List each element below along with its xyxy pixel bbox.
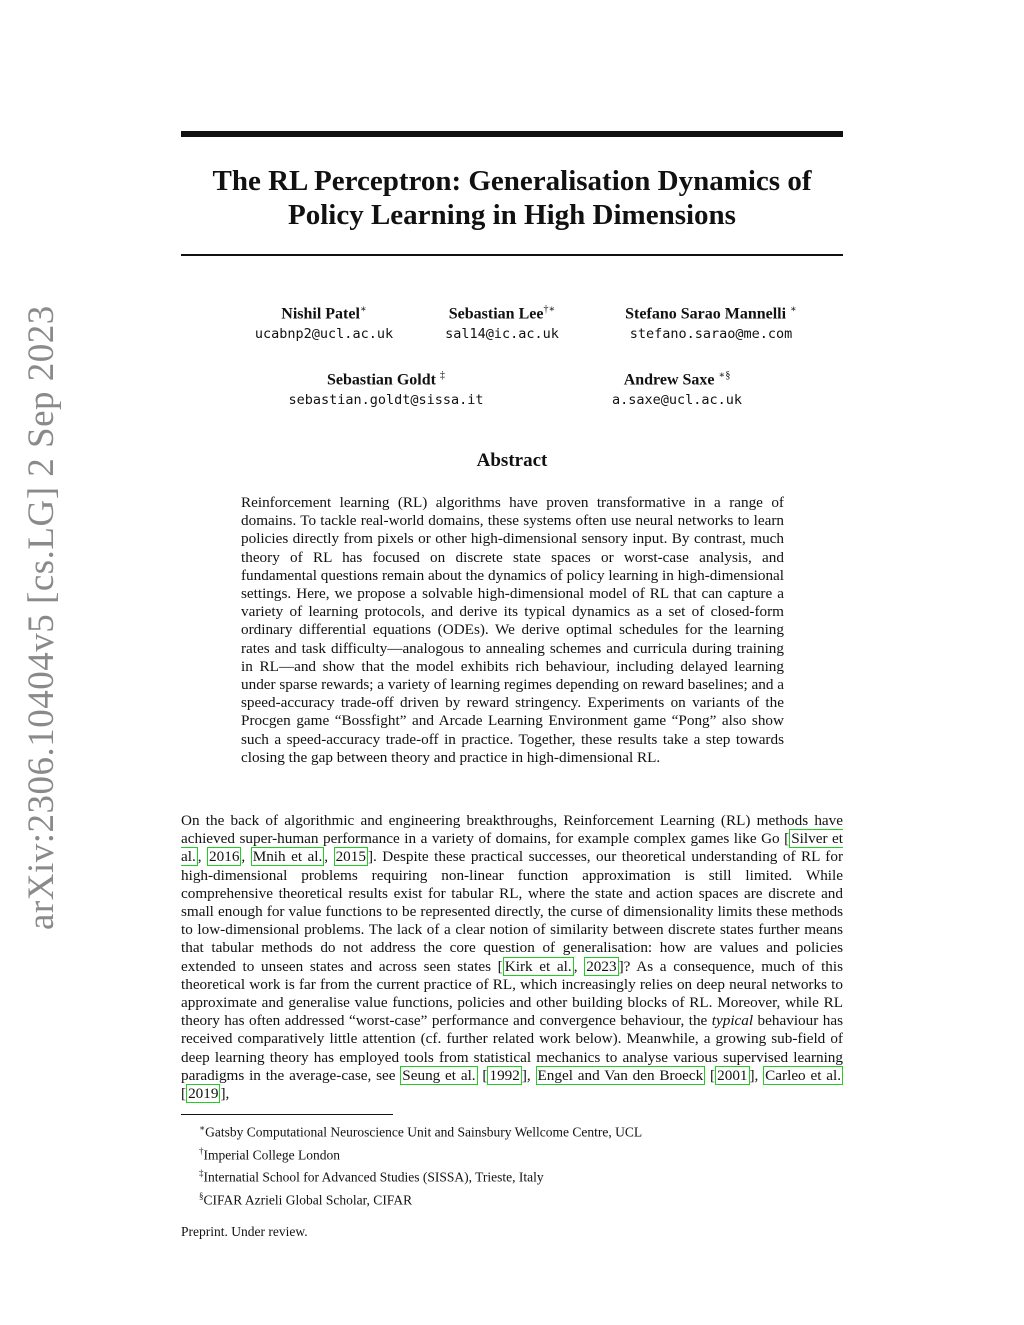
intro-text: ]? As a consequence, much of this theoretical work is far from the current practice of RL, which increasingly relies on deep neural networks to approximate and generalise value functions, policies and other building blocks of RL. Moreover, while RL theory has often addressed “worst-case” performance and convergence behaviour, the <box>181 957 844 1030</box>
intro-text: , <box>324 848 334 866</box>
author-email: stefano.sarao@me.com <box>629 326 793 343</box>
footnote-mark: † <box>199 1145 204 1156</box>
author-sebastian-goldt <box>271 366 501 410</box>
citation-link[interactable]: Seung et al. <box>402 1066 476 1084</box>
author-email: sebastian.goldt@sissa.it <box>288 392 484 409</box>
footnote <box>199 1142 839 1165</box>
footnote-text: CIFAR Azrieli Global Scholar, CIFAR <box>203 1192 413 1207</box>
footnote-rule <box>181 1114 393 1115</box>
author-email: ucabnp2@ucl.ac.uk <box>254 326 394 343</box>
intro-text: On the back of algorithmic and engineering breakthroughs, Reinforcement Learning (RL) methods have achieved super-human performance in a variety of domains, for example complex games like Go [ <box>181 812 843 848</box>
author-name: Nishil Patel <box>281 305 360 323</box>
author-email: sal14@ic.ac.uk <box>445 326 559 343</box>
citation-link[interactable]: Mnih et al. <box>252 848 323 866</box>
intro-text: [ <box>477 1066 488 1084</box>
citation-link[interactable]: Engel and Van den Broeck <box>537 1066 704 1084</box>
citation-link[interactable]: 2023 <box>586 957 617 975</box>
intro-text: , <box>573 957 585 975</box>
footnotes <box>199 1119 839 1209</box>
title-line-2: Policy Learning in High Dimensions <box>288 199 736 231</box>
citation-link[interactable]: Kirk et al. <box>504 957 572 975</box>
intro-text: ], <box>521 1066 536 1084</box>
footnote-text: Internatial School for Advanced Studies (SISSA), Trieste, Italy <box>203 1169 544 1185</box>
author-affiliation-mark: ∗ <box>790 304 797 315</box>
preprint-note: Preprint. Under review. <box>181 1224 308 1239</box>
footnote <box>199 1119 839 1142</box>
title-line-1: The RL Perceptron: Generalisation Dynamics of <box>212 165 812 197</box>
footnote-mark: § <box>199 1190 204 1201</box>
intro-text: , <box>241 848 251 866</box>
author-email: a.saxe@ucl.ac.uk <box>611 392 743 409</box>
abstract-text: Reinforcement learning (RL) algorithms have proven transformative in a range of domains. To tackle real-world domains, these systems often use neural networks to learn policies directly from pixels or other high-dimensional sensory input. By contrast, much theory of RL has focused on discrete state spaces or worst-case analysis, and fundamental questions remain about the dynamics of policy learning in high-dimensional settings. Here, we propose a solvable high-dimensional model of RL that can capture a variety of learning protocols, and derive its typical dynamics as a set of closed-form ordinary differential equations (ODEs). We derive optimal schedules for the learning rates and task difficulty—analogous to annealing schemes and curricula during training in RL—and show that the model exhibits rich behaviour, including delayed learning under sparse rewards; a variety of learning regimes depending on reward baselines; and a speed-accuracy trade-off driven by reward stringency. Experiments on variants of the Procgen game “Bossfight” and Arcade Learning Environment game “Pong” also show such a speed-accuracy trade-off in practice. Together, these results take a step towards closing the gap between theory and practice in high-dimensional RL. <box>241 494 784 766</box>
emphasis-text: typical <box>711 1012 754 1030</box>
intro-text: ]. Despite these practical successes, our theoretical understanding of RL for high-dimensional problems requiring non-linear function approximation is still limited. While comprehensive theoretical results exist for tabular RL, where the state and action spaces are discrete and small enough for value functions to be represented directly, the curse of dimensionality limits these methods to low-dimensional problems. The lack of a clear notion of similarity between discrete states further means that tabular methods do not address the core question of generalisation: how are values and policies extended to unseen states and across seen states [ <box>181 848 844 975</box>
footnote-mark: ‡ <box>199 1168 204 1178</box>
citation-link[interactable]: 2001 <box>717 1066 748 1084</box>
introduction-paragraph <box>181 812 843 1103</box>
author-nishil-patel <box>224 300 424 344</box>
citation-link[interactable]: 1992 <box>489 1066 520 1084</box>
citation-link[interactable]: 2015 <box>335 848 366 866</box>
intro-text: [ <box>181 1085 187 1103</box>
author-andrew-saxe <box>582 366 772 410</box>
author-name: Andrew Saxe <box>623 371 715 389</box>
footnote-text: Gatsby Computational Neuroscience Unit and Sainsbury Wellcome Centre, UCL <box>205 1124 643 1140</box>
author-sebastian-lee <box>412 300 592 344</box>
author-affiliation-mark: †∗ <box>543 304 556 315</box>
author-affiliation-mark: ∗ <box>359 304 367 315</box>
author-name: Sebastian Goldt <box>327 371 436 389</box>
author-name: Sebastian Lee <box>448 305 544 323</box>
abstract-heading: Abstract <box>476 450 548 471</box>
author-affiliation-mark: ‡ <box>439 370 445 381</box>
author-affiliation-mark: ∗§ <box>718 370 731 381</box>
intro-text: ], <box>749 1066 764 1084</box>
citation-link[interactable]: 2019 <box>188 1085 219 1103</box>
title-bottom-rule <box>181 254 843 256</box>
paper-title <box>181 164 843 232</box>
arxiv-stamp: arXiv:2306.10404v5 [cs.LG] 2 Sep 2023 <box>21 305 62 930</box>
footnote <box>199 1164 839 1187</box>
title-top-rule <box>181 131 843 137</box>
citation-link[interactable]: 2016 <box>209 848 240 866</box>
footnote-mark: ∗ <box>199 1123 206 1133</box>
intro-text: [ <box>705 1066 716 1084</box>
citation-link[interactable]: Carleo et al. <box>765 1066 841 1084</box>
footnote-text: Imperial College London <box>203 1147 340 1162</box>
intro-text: behaviour has received comparatively little attention (cf. further related work below). Meanwhile, a growing sub-field of deep learning theory has employed tools from statistical mechanics to analyse various supervised learning paradigms in the average-case, see <box>181 1012 843 1084</box>
author-stefano-sarao-mannelli <box>606 300 816 344</box>
author-name: Stefano Sarao Mannelli <box>625 305 787 323</box>
footnote <box>199 1187 839 1210</box>
intro-text: , <box>197 848 208 866</box>
citation-link[interactable]: Silver et al. <box>181 830 843 866</box>
intro-text: ], <box>220 1085 230 1103</box>
